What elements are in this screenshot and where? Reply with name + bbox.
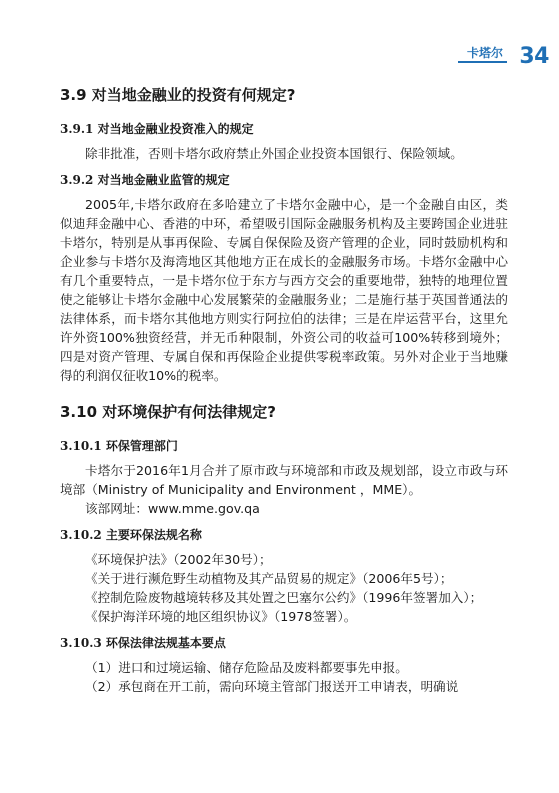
section-3-10-title: 3.10 对环境保护有何法律规定?	[60, 403, 276, 421]
running-header-country: 卡塔尔	[466, 46, 503, 60]
section-3-9-2-title: 3.9.2 对当地金融业监管的规定	[60, 173, 230, 187]
ministry-website-line: 该部网址：www.mme.gov.qa	[85, 501, 260, 516]
law-list-item: 《控制危险废物越境转移及其处置之巴塞尔公约》（1996年签署加入）；	[85, 590, 483, 605]
section-3-9-title: 3.9 对当地金融业的投资有何规定?	[60, 86, 296, 104]
section-3-10-1-paragraph: 卡塔尔于2016年1月合并了原市政与环境部和市政及规划部，设立市政与环境部（Ministry of Municipality and Environment ，MME）。	[60, 463, 508, 497]
section-3-10-2-title: 3.10.2 主要环保法规名称	[60, 528, 202, 542]
section-3-10-1-title: 3.10.1 环保管理部门	[60, 439, 178, 453]
point-list-item: （1）进口和过境运输、储存危险品及废料都要事先申报。	[85, 660, 408, 675]
section-3-9-1-paragraph: 除非批准，否则卡塔尔政府禁止外国企业投资本国银行、保险领域。	[85, 146, 463, 161]
point-list-item: （2）承包商在开工前，需向环境主管部门报送开工申请表，明确说	[85, 679, 459, 694]
section-3-10-3-title: 3.10.3 环保法律法规基本要点	[60, 636, 226, 650]
section-3-9-1-title: 3.9.1 对当地金融业投资准入的规定	[60, 122, 254, 136]
law-list-item: 《保护海洋环境的地区组织协议》（1978签署）。	[85, 609, 357, 624]
section-3-9-2-paragraph: 2005年,卡塔尔政府在多哈建立了卡塔尔金融中心，是一个金融自由区，类似迪拜金融中心、香港的中环，希望吸引国际金融服务机构及主要跨国企业进驻卡塔尔，特别是从事再保险、专属自保保险及资产管理的企业，同时鼓励机构和企业参与卡塔尔及海湾地区其他地方正在成长的金融服务市场。卡塔尔金融中心有几个重要特点，一是卡塔尔位于东方与西方交会的重要地带，独特的地理位置使之能够让卡塔尔金融中心发展繁荣的金融服务业；二是施行基于英国普通法的法律体系，而卡塔尔其他地方则实行阿拉伯的法律；三是在岸运营平台，这里允许外资100%独资经营，并无币种限制，外资公司的收益可100%转移到境外；四是对资产管理、专属自保和再保险企业提供零税率政策。另外对企业于当地赚得的利润仅征收10%的税率。	[60, 197, 508, 383]
page-body	[60, 84, 508, 696]
law-list-item: 《环境保护法》（2002年30号）；	[85, 552, 272, 567]
header-rule	[458, 61, 507, 63]
page-number: 34	[519, 44, 549, 69]
header-bar	[0, 0, 559, 5]
law-list-item: 《关于进行濒危野生动植物及其产品贸易的规定》（2006年5号）；	[85, 571, 453, 586]
